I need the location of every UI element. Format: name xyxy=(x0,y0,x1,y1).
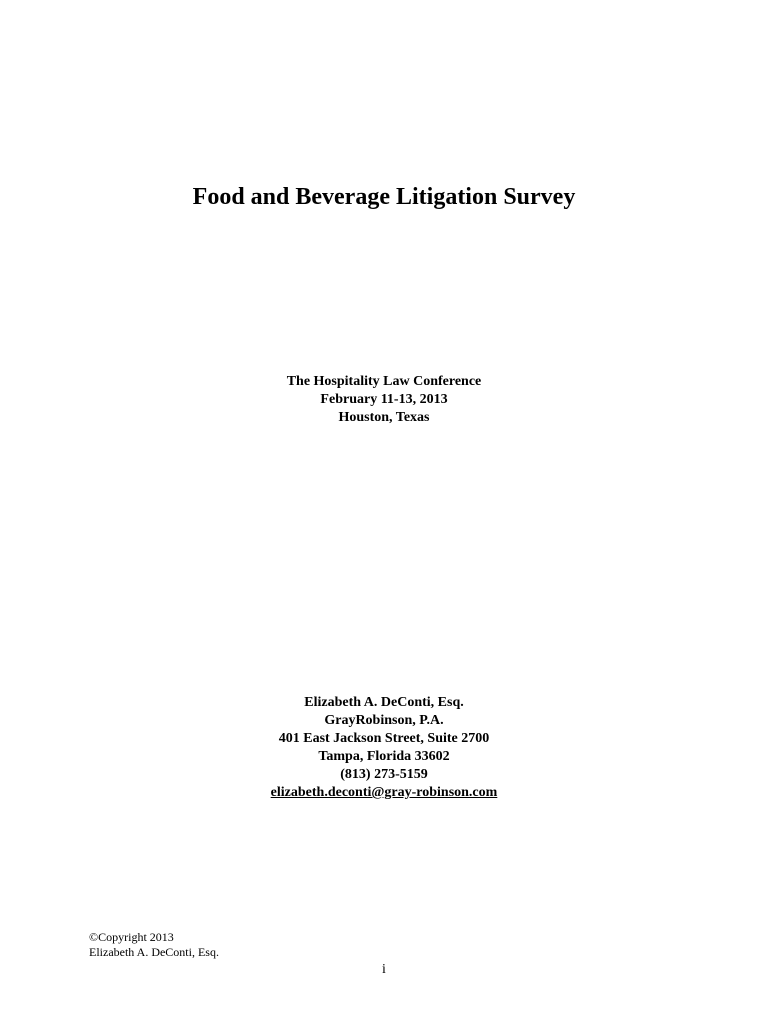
conference-location: Houston, Texas xyxy=(338,410,430,425)
author-name: Elizabeth A. DeConti, Esq. xyxy=(304,695,464,710)
author-email-link[interactable]: elizabeth.deconti@gray-robinson.com xyxy=(270,785,498,800)
author-info xyxy=(0,694,768,802)
author-phone: (813) 273-5159 xyxy=(340,767,428,782)
conference-info xyxy=(0,373,768,427)
author-street: 401 East Jackson Street, Suite 2700 xyxy=(278,731,490,746)
author-firm: GrayRobinson, P.A. xyxy=(324,713,444,728)
copyright-holder: Elizabeth A. DeConti, Esq. xyxy=(89,945,219,959)
copyright-notice xyxy=(89,930,219,960)
conference-dates: February 11-13, 2013 xyxy=(320,392,448,407)
page-number: i xyxy=(382,962,386,977)
copyright-line: ©Copyright 2013 xyxy=(89,930,174,944)
conference-name: The Hospitality Law Conference xyxy=(286,374,482,389)
document-title: Food and Beverage Litigation Survey xyxy=(192,184,576,210)
author-city: Tampa, Florida 33602 xyxy=(318,749,450,764)
